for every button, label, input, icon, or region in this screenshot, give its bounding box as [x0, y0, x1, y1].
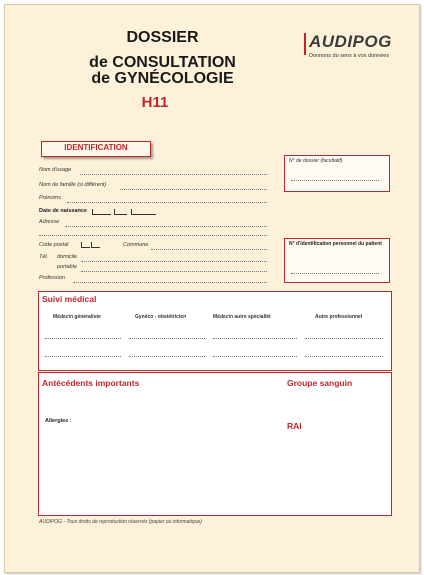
code-postal-label: Code postal [39, 242, 69, 248]
commune-field[interactable] [151, 249, 267, 250]
document-page [4, 4, 420, 573]
col-medecin-autre-specialite: Médecin autre spécialité [213, 314, 271, 320]
logo-tagline: Donnons du sens à vos données [309, 53, 390, 59]
footer-copyright: AUDIPOG - Tous droits de reproduction réservés (papier ou informatique) [39, 519, 202, 525]
suivi-line[interactable] [45, 356, 121, 357]
adresse-field[interactable] [65, 226, 267, 227]
identification-label: IDENTIFICATION [64, 143, 128, 152]
col-gyneco-obstetricien: Gynéco - obstétricien [135, 314, 187, 320]
patient-id-box[interactable] [284, 238, 390, 283]
title-line-2: de CONSULTATION [89, 54, 236, 71]
date-naissance-label: Date de naissance [39, 208, 87, 214]
groupe-sanguin-label: Groupe sanguin [287, 378, 353, 388]
suivi-line[interactable] [305, 356, 383, 357]
prenoms-label: Prénoms [39, 195, 62, 201]
dossier-number-label: N° de dossier (facultatif) [289, 158, 343, 164]
antecedents-heading: Antécédents importants [42, 378, 140, 388]
adresse-label: Adresse [39, 219, 60, 225]
title-line-1: DOSSIER [126, 29, 199, 46]
code-postal-field-a[interactable] [81, 242, 90, 248]
patient-id-line [291, 273, 379, 274]
domicile-label: domicile [57, 254, 78, 260]
suivi-line[interactable] [129, 338, 205, 339]
commune-label: Commune [123, 242, 149, 248]
dossier-number-line [291, 180, 379, 181]
nom-famille-label: Nom de famille (si différent) [39, 182, 107, 188]
logo-name: AUDIPOG [309, 32, 392, 51]
tel-portable-field[interactable] [81, 271, 267, 272]
dossier-number-box[interactable] [284, 155, 390, 192]
code-postal-field-b[interactable] [91, 242, 100, 248]
tel-domicile-field[interactable] [81, 261, 267, 262]
adresse-field-2[interactable] [39, 235, 267, 236]
birth-day-field[interactable] [92, 209, 111, 215]
portable-label: portable [57, 264, 77, 270]
suivi-line[interactable] [305, 338, 383, 339]
nom-usage-label: Nom d'usage [39, 167, 72, 173]
title-line-3: de GYNÉCOLOGIE [91, 70, 234, 87]
rai-label: RAI [287, 421, 302, 431]
allergies-label: Allergies : [45, 418, 72, 424]
birth-month-field[interactable] [114, 209, 127, 215]
nom-usage-field[interactable] [80, 174, 267, 175]
nom-famille-field[interactable] [120, 189, 267, 190]
suivi-medical-heading: Suivi médical [42, 294, 97, 304]
suivi-line[interactable] [45, 338, 121, 339]
col-medecin-generaliste: Médecin généraliste [53, 314, 101, 320]
suivi-line[interactable] [213, 356, 297, 357]
form-code: H11 [141, 94, 169, 111]
logo-mark [304, 33, 306, 55]
antecedents-section [38, 372, 392, 516]
patient-id-label: N° d'identification personnel du patient [289, 241, 382, 247]
suivi-medical-section [38, 291, 392, 371]
identification-header [41, 141, 151, 157]
profession-field[interactable] [73, 282, 267, 283]
birth-year-field[interactable] [131, 209, 156, 215]
prenoms-field[interactable] [67, 202, 267, 203]
tel-label: Tél. [39, 254, 49, 260]
suivi-line[interactable] [213, 338, 297, 339]
col-autre-professionnel: Autre professionnel [315, 314, 363, 320]
suivi-line[interactable] [129, 356, 205, 357]
profession-label: Profession [39, 275, 65, 281]
